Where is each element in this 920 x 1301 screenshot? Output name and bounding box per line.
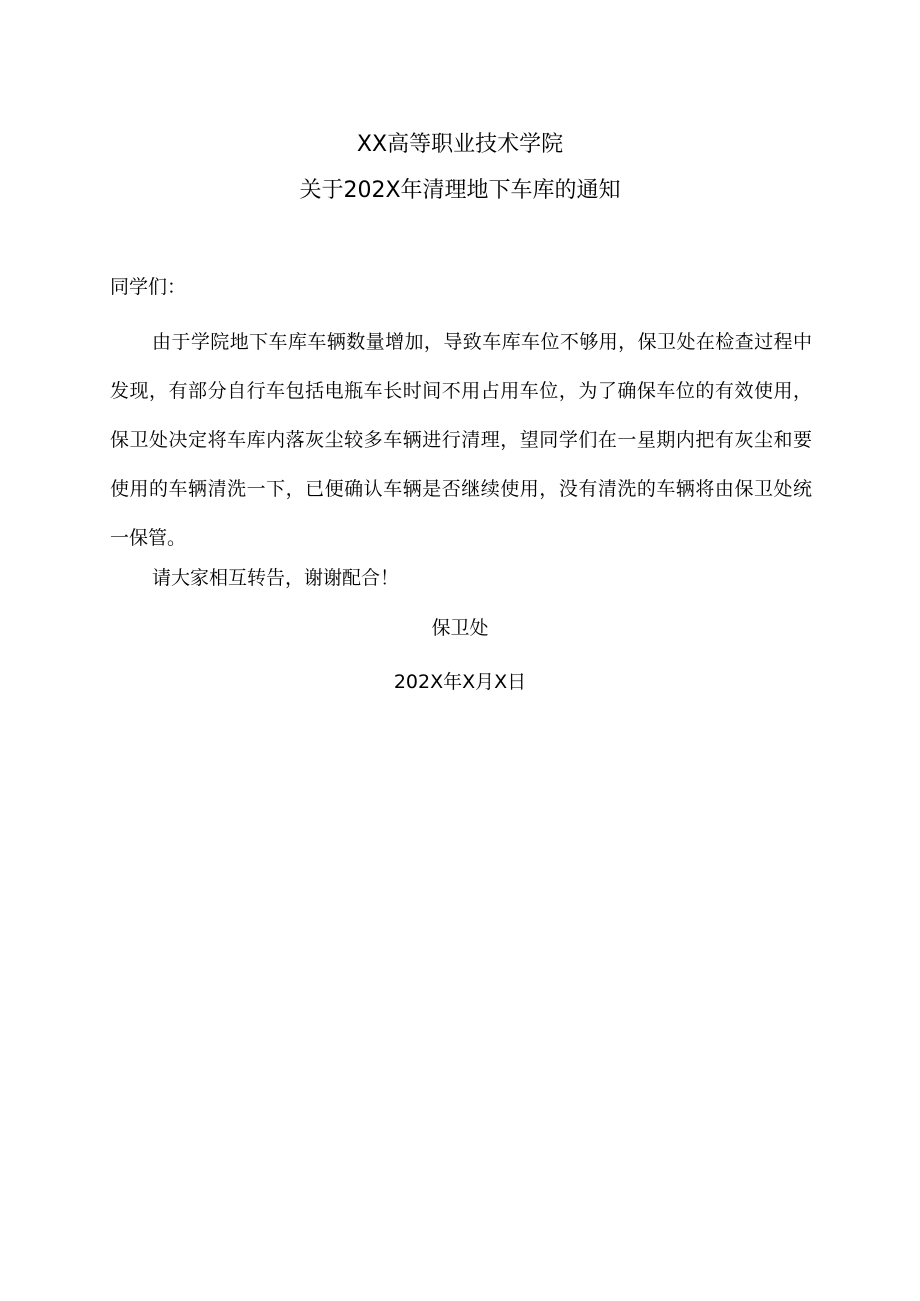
document-title-school: XX高等职业技术学院 <box>356 132 564 157</box>
signature-organization: 保卫处 <box>431 617 489 639</box>
document-title-notice: 关于202X年清理地下车库的通知 <box>299 178 621 203</box>
salutation: 同学们： <box>110 276 187 298</box>
closing-line: 请大家相互转告，谢谢配合！ <box>152 567 400 589</box>
signature-date: 202X年X月X日 <box>393 671 527 693</box>
body-paragraph: 由于学院地下车库车辆数量增加，导致车库车位不够用，保卫处在检查过程中发现，有部分自行车包括电瓶车长时间不用占用车位，为了确保车位的有效使用，保卫处决定将车库内落灰尘较多车辆进行清理，望同学们在一星期内把有灰尘和要使用的车辆清洗一下，已便确认车辆是否继续使用，没有清洗的车辆将由保卫处统一保管。 <box>110 331 812 549</box>
